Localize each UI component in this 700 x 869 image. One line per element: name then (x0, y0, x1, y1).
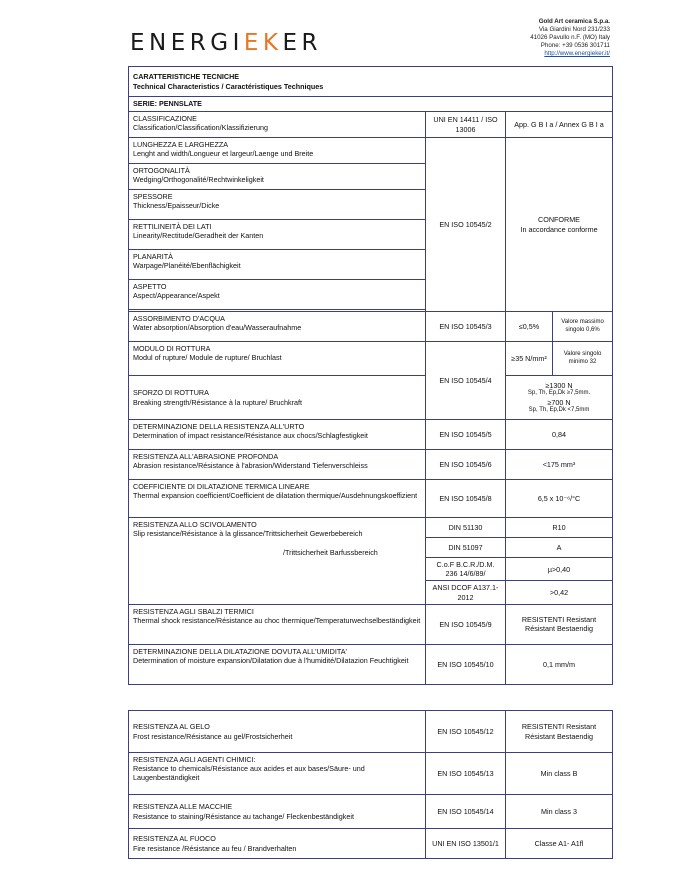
slip-value-bcr: µ>0,40 (506, 558, 613, 581)
series-label: SERIE: PENNSLATE (129, 97, 613, 112)
company-name: Gold Art ceramica S.p.a. (538, 18, 610, 25)
row-impact-resistance: DETERMINAZIONE DELLA RESISTENZA ALL'URTO Determination of impact resistance/Résistance aux chocs/Schlagfestigkeit (129, 420, 426, 450)
chemical-value: Min class B (506, 753, 613, 795)
row-frost-resistance: RESISTENZA AL GELO Frost resistance/Résistance au gel/Frostsicherheit (129, 711, 426, 753)
frost-norm: EN ISO 10545/12 (426, 711, 506, 753)
thermal-shock-value: RESISTENTI Resistant Résistant Bestaendig (506, 604, 613, 644)
frost-value: RESISTENTI Resistant Résistant Bestaendig (506, 711, 613, 753)
impact-norm: EN ISO 10545/5 (426, 420, 506, 450)
row-modulus-rupture: MODULO DI ROTTURA Modul of rupture/ Module de rupture/ Bruchlast (129, 342, 426, 376)
impact-value: 0,84 (506, 420, 613, 450)
company-info (530, 18, 610, 58)
logo-mark: EK (243, 30, 283, 56)
rupture-norm: EN ISO 10545/4 (426, 342, 506, 420)
row-slip-resistance: RESISTENZA ALLO SCIVOLAMENTO Slip resistance/Résistance à la glissance/Trittsicherheit Gewerbebereich /Trittsicherheit Barfussbereich (129, 518, 426, 605)
stain-value: Min class 3 (506, 795, 613, 829)
row-thickness: SPESSORE Thickness/Epaisseur/Dicke (129, 190, 426, 220)
slip-value-r10: R10 (506, 518, 613, 538)
row-fire-resistance: RESISTENZA AL FUOCO Fire resistance /Résistance au feu / Brandverhalten (129, 829, 426, 859)
company-phone: Phone: +39 0536 301711 (540, 42, 610, 49)
thermal-expansion-norm: EN ISO 10545/8 (426, 480, 506, 518)
row-chemical-resistance: RESISTENZA AGLI AGENTI CHIMICI: Resistance to chemicals/Résistance aux acides et aux bases/Säure- und Laugenbeständigkeit (129, 753, 426, 795)
row-stain-resistance: RESISTENZA ALLE MACCHIE Resistance to staining/Résistance au tachange/ Fleckenbeständigkeit (129, 795, 426, 829)
row-straightness: RETTILINEITÀ DEI LATI Linearity/Rectitude/Geradheit der Kanten (129, 220, 426, 250)
breaking-strength-value: ≥1300 N Sp, Th, Ep,Dk ≥7,5mm. ≥700 N Sp, Th, Ep,Dk <7,5mm (506, 376, 613, 420)
row-water-absorption: ASSORBIMENTO D'ACQUA Water absorption/Absorption d'eau/Wasseraufnahme (129, 312, 426, 342)
row-thermal-expansion: COEFFICIENTE DI DILATAZIONE TERMICA LINEARE Thermal expansion coefficient/Coefficient de dilatation thermique/Ausdehnungskoeffizient (129, 480, 426, 518)
row-aspect: ASPETTO Aspect/Appearance/Aspekt (129, 280, 426, 310)
row-length-width: LUNGHEZZA E LARGHEZZA Lenght and width/Longueur et largeur/Laenge und Breite (129, 138, 426, 164)
chemical-norm: EN ISO 10545/13 (426, 753, 506, 795)
row-abrasion-resistance: RESISTENZA ALL'ABRASIONE PROFONDA Abrasion resistance/Résistance à l'abrasion/Widerstand Tiefenverschleiss (129, 450, 426, 480)
moisture-norm: EN ISO 10545/10 (426, 644, 506, 684)
moisture-value: 0,1 mm/m (506, 644, 613, 684)
characteristics-table-2 (128, 710, 613, 859)
modulus-note: Valore singolo minimo 32 (553, 342, 613, 376)
slip-value-a: A (506, 538, 613, 558)
stain-norm: EN ISO 10545/14 (426, 795, 506, 829)
thermal-expansion-value: 6,5 x 10⁻⁶/°C (506, 480, 613, 518)
table-title: CARATTERISTICHE TECNICHE Technical Characteristics / Caractéristiques Techniques (129, 67, 613, 97)
row-classification: CLASSIFICAZIONE Classification/Classification/Klassifizierung (129, 112, 426, 138)
brand-logo: ENERGIEKER (130, 30, 322, 56)
abrasion-norm: EN ISO 10545/6 (426, 450, 506, 480)
thermal-shock-norm: EN ISO 10545/9 (426, 604, 506, 644)
fire-norm: UNI EN ISO 13501/1 (426, 829, 506, 859)
slip-norm-din-51097: DIN 51097 (426, 538, 506, 558)
water-absorption-value: ≤0,5% (506, 312, 553, 342)
slip-value-ansi: >0,42 (506, 581, 613, 604)
abrasion-value: <175 mm³ (506, 450, 613, 480)
classification-norm: UNI EN 14411 / ISO 13006 (426, 112, 506, 138)
water-absorption-note: Valore massimo singolo 0,6% (553, 312, 613, 342)
company-address-1: Via Giardini Nord 231/233 (538, 26, 610, 33)
row-breaking-strength: SFORZO DI ROTTURA Breaking strength/Résistance à la rupture/ Bruchkraft (129, 376, 426, 420)
modulus-value: ≥35 N/mm² (506, 342, 553, 376)
company-website-link[interactable]: http://www.energieker.it/ (544, 50, 610, 57)
characteristics-table (128, 66, 613, 685)
company-address-2: 41026 Pavullo n.F. (MO) Italy (530, 34, 610, 41)
fire-value: Classe A1- A1fl (506, 829, 613, 859)
row-orthogonality: ORTOGONALITÀ Wedging/Orthogonalité/Rechtwinkeligkeit (129, 164, 426, 190)
row-moisture-expansion: DETERMINAZIONE DELLA DILATAZIONE DOVUTA ALL'UMIDITA' Determination of moisture expansion/Dilatation due à l'humidité/Dilatazion Feuchtigkeit (129, 644, 426, 684)
dimensional-value: CONFORME In accordance conforme (506, 138, 613, 312)
water-absorption-norm: EN ISO 10545/3 (426, 312, 506, 342)
row-flatness: PLANARITÀ Warpage/Planéité/Ebenflächigkeit (129, 250, 426, 280)
classification-value: App. G B I a / Annex G B I a (506, 112, 613, 138)
dimensional-norm: EN ISO 10545/2 (426, 138, 506, 312)
slip-norm-bcr: C.o.F B.C.R./D.M. 236 14/6/89/ (426, 558, 506, 581)
slip-norm-ansi: ANSI DCOF A137.1-2012 (426, 581, 506, 604)
slip-norm-din-51130: DIN 51130 (426, 518, 506, 538)
row-thermal-shock: RESISTENZA AGLI SBALZI TERMICI Thermal shock resistance/Résistance au choc thermique/Temperaturwechselbeständigkeit (129, 604, 426, 644)
